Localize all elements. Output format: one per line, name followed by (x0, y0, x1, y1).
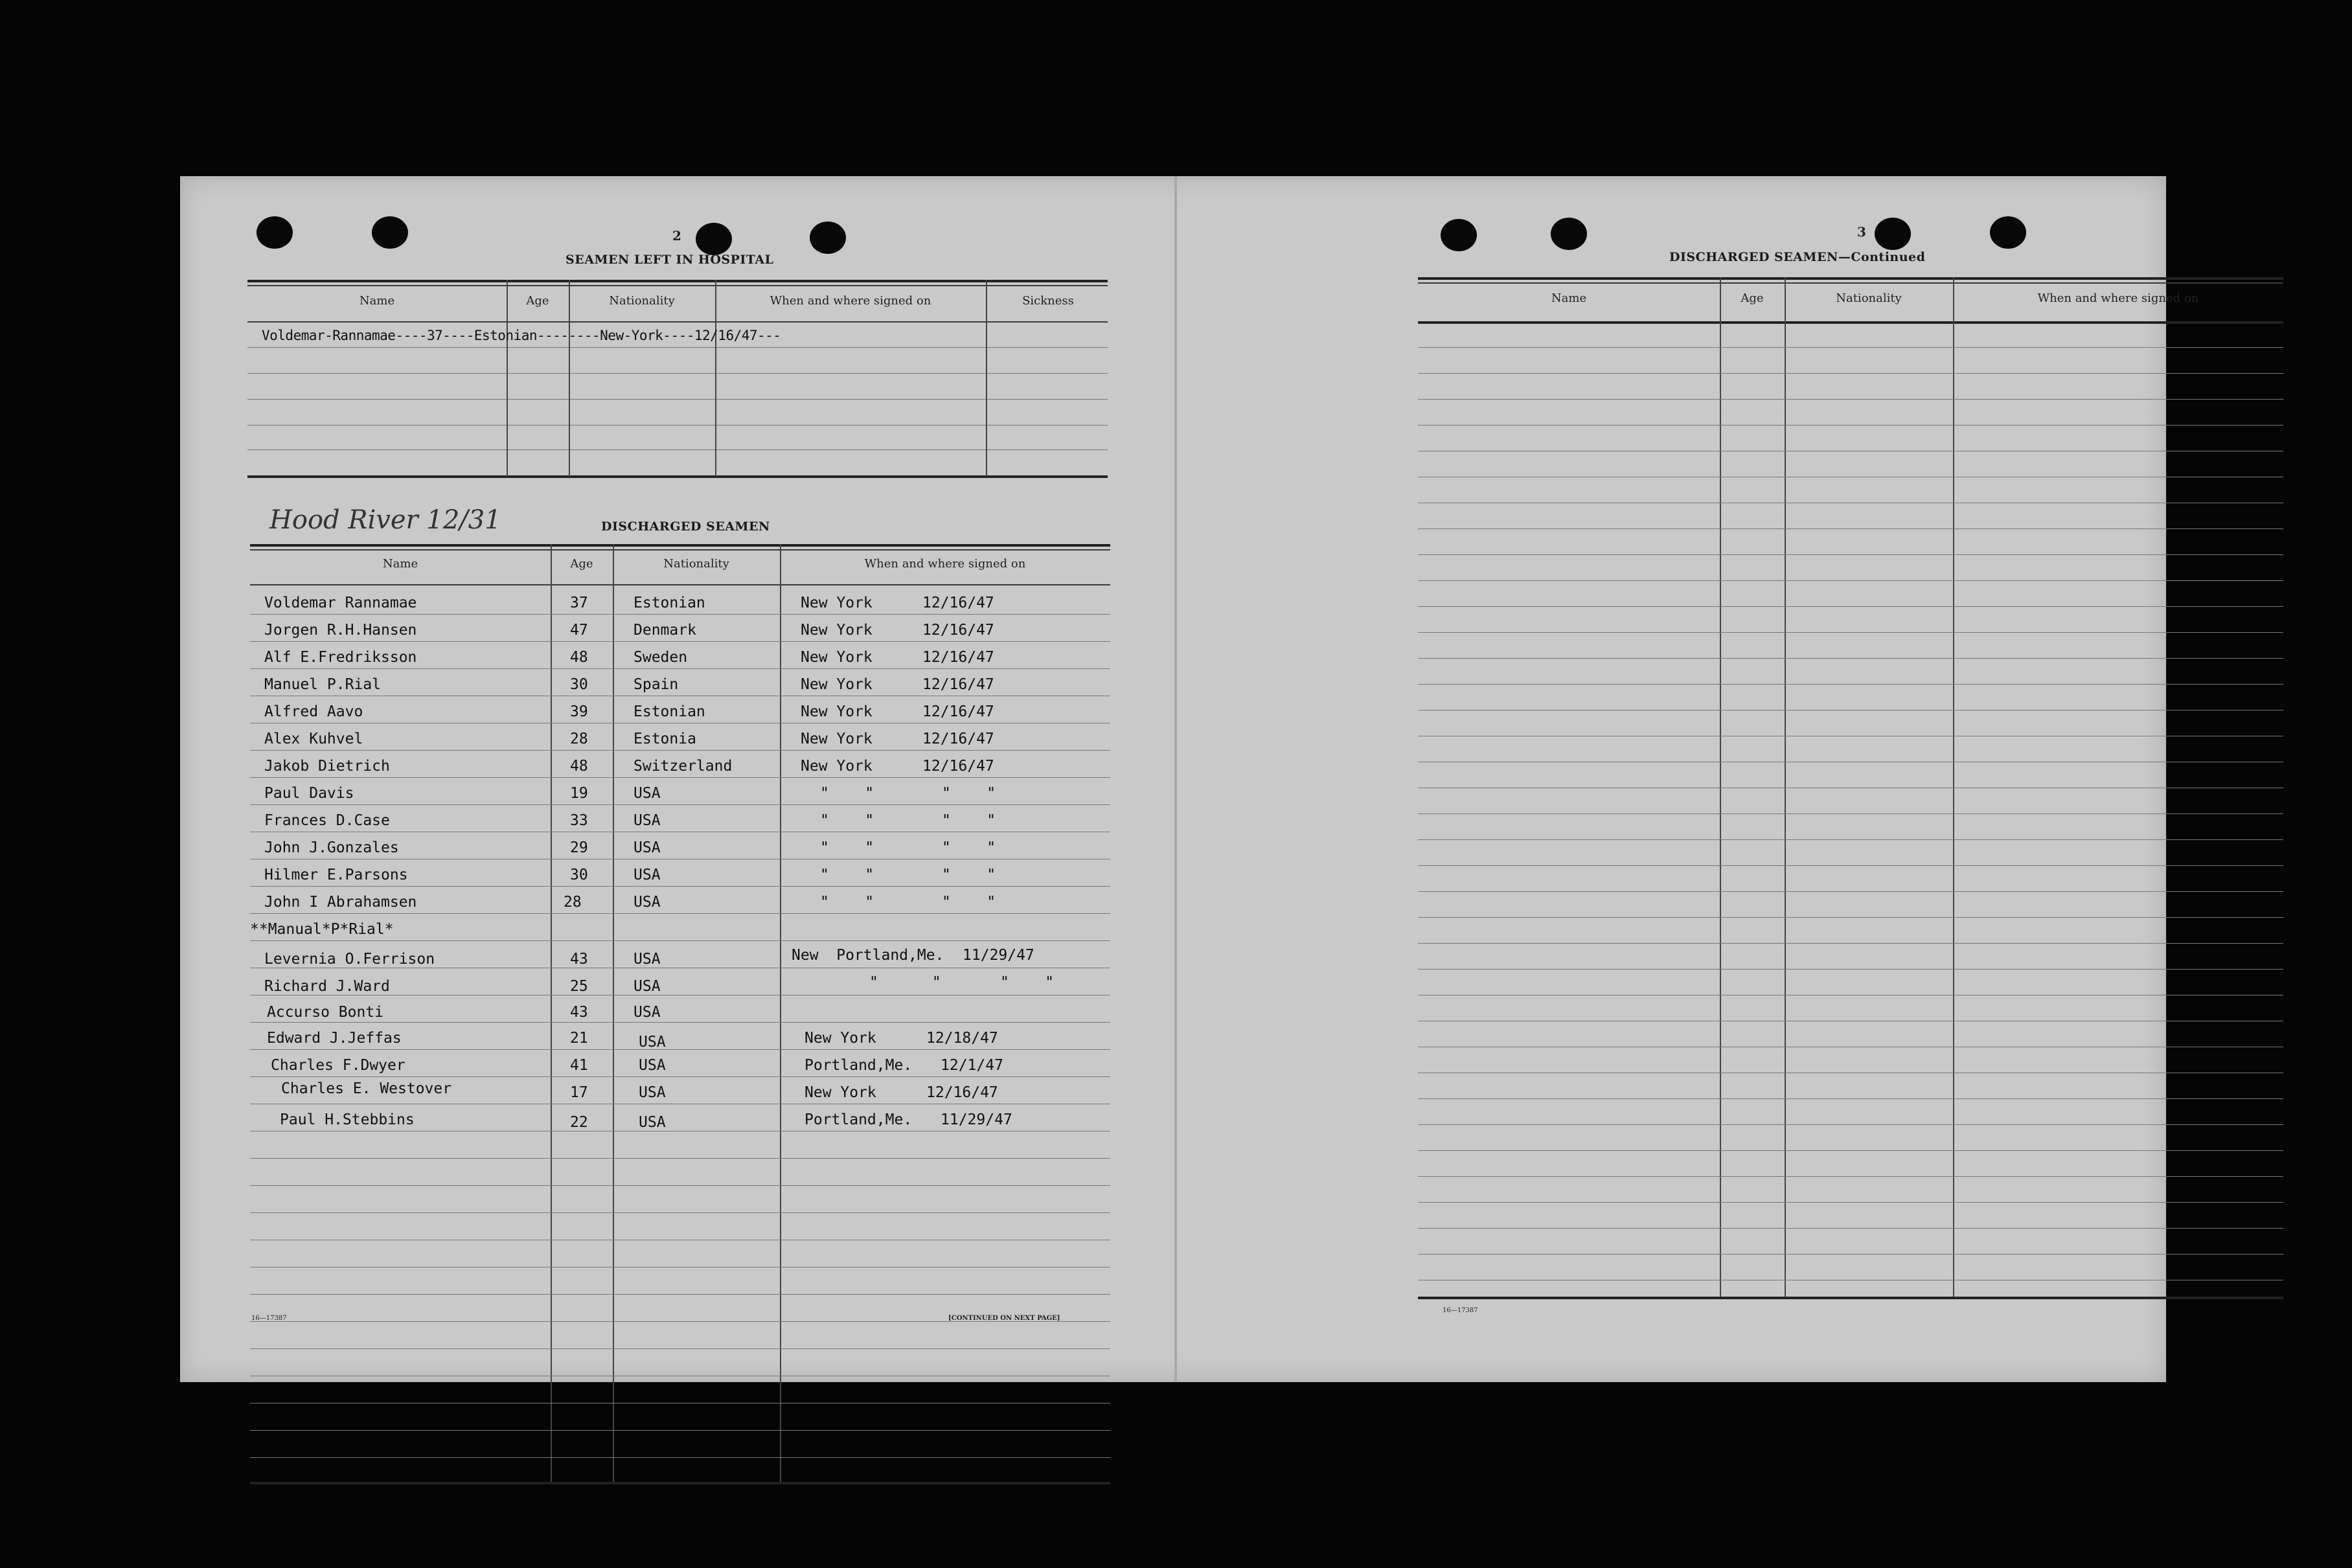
column-header: Name (1551, 291, 1587, 305)
column-header: When and where signed on (2037, 291, 2199, 305)
signed-on-date: 12/16/47 (922, 622, 994, 639)
seaman-name: **Manual*P*Rial* (250, 921, 394, 938)
seaman-name: John J.Gonzales (264, 839, 399, 856)
seaman-nationality: USA (639, 1057, 666, 1074)
signed-on-place: " " (820, 785, 874, 802)
seaman-name: Edward J.Jeffas (267, 1030, 402, 1047)
signed-on-place: New York (805, 1030, 876, 1047)
seaman-name: Alf E.Fredriksson (264, 649, 417, 666)
page-number: 3 (1857, 224, 1866, 240)
seaman-name: Jakob Dietrich (264, 758, 390, 775)
signed-on-date: 12/16/47 (922, 703, 994, 720)
signed-on-place: " " (869, 974, 941, 991)
column-header: Age (1741, 291, 1764, 305)
seaman-name: John I Abrahamsen (264, 894, 417, 911)
seaman-nationality: USA (634, 951, 661, 968)
column-header: Age (526, 294, 549, 308)
column-header: Age (570, 557, 593, 571)
signed-on-place: New York (801, 595, 873, 611)
seaman-nationality: Estonian (634, 595, 705, 611)
signed-on-place: " " (820, 839, 874, 856)
seaman-name: Hilmer E.Parsons (264, 867, 408, 883)
signed-on-date: " " (942, 839, 996, 856)
signed-on-place: " " (820, 894, 874, 911)
right-page (1177, 176, 2199, 1382)
signed-on-place: New Portland,Me. (792, 947, 944, 964)
struck-entry: Voldemar-Rannamae----37----Estonian--------New-York----12/16/47--- (262, 328, 781, 343)
seaman-nationality: Spain (634, 676, 679, 693)
signed-on-place: New York (801, 731, 873, 747)
signed-on-date: 11/29/47 (941, 1111, 1012, 1128)
seaman-age: 41 (570, 1057, 588, 1074)
signed-on-date: 12/16/47 (922, 649, 994, 666)
form-number: 16—17387 (251, 1315, 287, 1322)
signed-on-place: Portland,Me. (805, 1057, 913, 1074)
seaman-nationality: Estonian (634, 703, 705, 720)
seaman-age: 48 (570, 649, 588, 666)
seaman-nationality: USA (634, 839, 661, 856)
signed-on-date: " " (1000, 974, 1055, 991)
seaman-age: 39 (570, 703, 588, 720)
signed-on-date: 11/29/47 (963, 947, 1034, 964)
seaman-name: Alfred Aavo (264, 703, 363, 720)
seaman-name: Paul Davis (264, 785, 354, 802)
seaman-name: Jorgen R.H.Hansen (264, 622, 417, 639)
hospital-section-title: SEAMEN LEFT IN HOSPITAL (565, 253, 774, 267)
seaman-name: Frances D.Case (264, 812, 390, 829)
seaman-name: Levernia O.Ferrison (264, 951, 435, 968)
seaman-nationality: USA (634, 867, 661, 883)
signed-on-date: 12/16/47 (922, 758, 994, 775)
seaman-age: 33 (570, 812, 588, 829)
signed-on-date: 12/18/47 (926, 1030, 998, 1047)
signed-on-place: New York (801, 649, 873, 666)
seaman-age: 21 (570, 1030, 588, 1047)
seaman-nationality: USA (634, 1004, 661, 1021)
column-header: When and where signed on (770, 294, 931, 308)
seaman-name: Voldemar Rannamae (264, 595, 417, 611)
seaman-age: 30 (570, 676, 588, 693)
seaman-age: 43 (570, 951, 588, 968)
column-header: Name (382, 557, 418, 571)
seaman-age: 29 (570, 839, 588, 856)
handwritten-note: Hood River 12/31 (269, 505, 501, 535)
seaman-nationality: Sweden (634, 649, 688, 666)
signed-on-place: New York (801, 758, 873, 775)
seaman-age: 43 (570, 1004, 588, 1021)
signed-on-date: " " (942, 894, 996, 911)
signed-on-place: New York (801, 676, 873, 693)
seaman-age: 37 (570, 595, 588, 611)
seaman-name: Alex Kuhvel (264, 731, 363, 747)
seaman-age: 25 (570, 978, 588, 995)
signed-on-date: " " (942, 867, 996, 883)
seaman-age: 17 (570, 1084, 588, 1101)
seaman-nationality: USA (639, 1114, 666, 1131)
signed-on-date: 12/16/47 (922, 731, 994, 747)
seaman-age: 48 (570, 758, 588, 775)
column-header: Nationality (663, 557, 729, 571)
discharged-continued-title: DISCHARGED SEAMEN—Continued (1669, 250, 1926, 264)
seaman-nationality: Switzerland (634, 758, 733, 775)
seaman-age: 19 (570, 785, 588, 802)
document-sheet (180, 176, 2199, 1382)
seaman-nationality: USA (634, 785, 661, 802)
signed-on-place: " " (820, 812, 874, 829)
signed-on-date: " " (942, 812, 996, 829)
continued-note: [CONTINUED ON NEXT PAGE] (948, 1315, 1060, 1322)
column-header: Nationality (609, 294, 675, 308)
seaman-nationality: USA (634, 978, 661, 995)
form-number: 16—17387 (1443, 1307, 1478, 1314)
seaman-name: Charles E. Westover (281, 1080, 452, 1097)
seaman-age: 22 (570, 1114, 588, 1131)
seaman-age: 28 (570, 731, 588, 747)
seaman-name: Paul H.Stebbins (280, 1111, 415, 1128)
seaman-name: Manuel P.Rial (264, 676, 382, 693)
seaman-name: Charles F.Dwyer (271, 1057, 405, 1074)
left-page (180, 176, 1174, 1382)
signed-on-place: New York (805, 1084, 876, 1101)
seaman-age: 28 (564, 894, 582, 911)
signed-on-place: New York (801, 622, 873, 639)
discharged-section-title: DISCHARGED SEAMEN (601, 519, 770, 534)
seaman-nationality: USA (639, 1084, 666, 1101)
seaman-nationality: Denmark (634, 622, 696, 639)
signed-on-date: 12/16/47 (922, 676, 994, 693)
signed-on-date: 12/16/47 (922, 595, 994, 611)
seaman-name: Accurso Bonti (267, 1004, 384, 1021)
column-header: When and where signed on (864, 557, 1026, 571)
seaman-age: 30 (570, 867, 588, 883)
signed-on-place: " " (820, 867, 874, 883)
signed-on-date: 12/16/47 (926, 1084, 998, 1101)
column-header: Sickness (1022, 294, 1074, 308)
signed-on-place: Portland,Me. (805, 1111, 913, 1128)
signed-on-place: New York (801, 703, 873, 720)
column-header: Name (359, 294, 395, 308)
column-header: Nationality (1836, 291, 1902, 305)
signed-on-date: " " (942, 785, 996, 802)
seaman-nationality: USA (639, 1034, 666, 1051)
seaman-name: Richard J.Ward (264, 978, 390, 995)
seaman-nationality: USA (634, 894, 661, 911)
seaman-age: 47 (570, 622, 588, 639)
seaman-nationality: USA (634, 812, 661, 829)
signed-on-date: 12/1/47 (941, 1057, 1003, 1074)
page-number: 2 (672, 228, 681, 244)
seaman-nationality: Estonia (634, 731, 696, 747)
